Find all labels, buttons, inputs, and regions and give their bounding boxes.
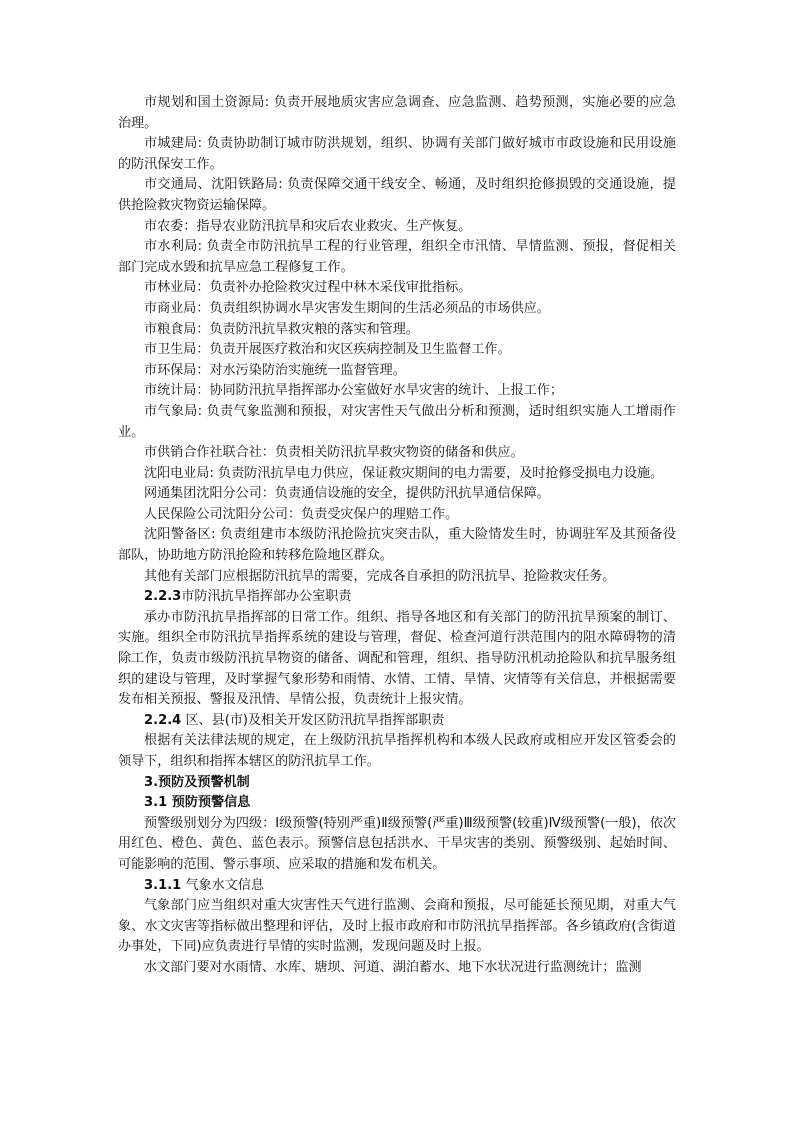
- paragraph-3-1-1-a: 气象部门应当组织对重大灾害性天气进行监测、会商和预报，尽可能延长预见期，对重大气象、水文灾害等指标做出整理和评估，及时上报市政府和市防汛抗旱指挥部。各乡镇政府(含街道办事处，下同)应负责进行旱情的实时监测，发现问题及时上报。: [118, 898, 676, 955]
- paragraph-electric: 沈阳电业局: 负责防汛抗旱电力供应，保证救灾期间的电力需要，及时抢修受损电力设施。: [144, 465, 664, 481]
- paragraph-meteorology: 市气象局: 负责气象监测和预报，对灾害性天气做出分析和预测，适时组织实施人工增雨作业。: [118, 403, 676, 440]
- paragraph-insurance: 人民保险公司沈阳分公司：负责受灾保户的理赔工作。: [144, 506, 459, 522]
- heading-3-1-1: [118, 876, 676, 897]
- heading-number: 3.1.1: [144, 877, 182, 893]
- paragraph-telecom: 网通集团沈阳分公司：负责通信设施的安全，提供防汛抗旱通信保障。: [144, 486, 550, 502]
- paragraph-forestry: 市林业局：负责补办抢险救灾过程中林木采伐审批指标。: [144, 280, 472, 296]
- paragraph-commerce: 市商业局：负责组织协调水旱灾害发生期间的生活必须品的市场供应。: [144, 300, 550, 316]
- paragraph-3-1-1-b: 水文部门要对水雨情、水库、塘坝、河道、湖泊蓄水、地下水状况进行监测统计；监测: [144, 959, 642, 975]
- paragraph-other-departments: 其他有关部门应根据防汛抗旱的需要，完成各自承担的防汛抗旱、抢险救灾任务。: [144, 568, 616, 584]
- heading-3-1: 3.1 预防预警信息: [144, 795, 251, 811]
- heading-3: 3.预防及预警机制: [144, 774, 250, 790]
- heading-text: 区、县(市)及相关开发区防汛抗旱指挥部职责: [185, 712, 445, 728]
- paragraph-2-2-4: 根据有关法律法规的规定，在上级防汛抗旱指挥机构和本级人民政府或相应开发区管委会的领导下，组织和指挥本辖区的防汛抗旱工作。: [118, 733, 676, 769]
- paragraph-garrison: 沈阳警备区: 负责组建市本级防汛抢险抗灾突击队，重大险情发生时，协调驻军及其预备役部队，协助地方防汛抢险和转移危险地区群众。: [118, 527, 676, 564]
- heading-number: 2.2.3: [144, 589, 182, 605]
- paragraph-2-2-3: 承办市防汛抗旱指挥部的日常工作。组织、指导各地区和有关部门的防汛抗旱预案的制订、实施。组织全市防汛抗旱指挥系统的建设与管理，督促、检查河道行洪范围内的阻水障碍物的清除工作，负责市级防汛抗旱物资的储备、调配和管理，组织、指导防汛机动抢险队和抗旱服务组织的建设与管理，及时掌握气象形势和雨情、水情、工情、旱情、灾情等有关信息，并根据需要发布相关预报、警报及汛情、旱情公报，负责统计上报灾情。: [118, 609, 676, 708]
- heading-number: 2.2.4: [144, 712, 182, 728]
- paragraph-3-1: 预警级别划分为四级：Ⅰ级预警(特别严重)Ⅱ级预警(严重)Ⅲ级预警(较重)Ⅳ级预警(一般)，依次用红色、橙色、黄色、蓝色表示。预警信息包括洪水、干旱灾害的类别、预警级别、起始时间、可能影响的范围、警示事项、应采取的措施和发布机关。: [118, 815, 676, 872]
- paragraph-grain: 市粮食局：负责防汛抗旱救灾粮的落实和管理。: [144, 321, 419, 337]
- paragraph-supply-coop: 市供销合作社联合社：负责相关防汛抗旱救灾物资的储备和供应。: [144, 445, 524, 461]
- paragraph-transport: 市交通局、沈阳铁路局: 负责保障交通干线安全、畅通，及时组织抢修损毁的交通设施，提供抢险救灾物资运输保障。: [118, 177, 676, 213]
- paragraph-environment: 市环保局：对水污染防治实施统一监督管理。: [144, 362, 406, 378]
- heading-2-2-4: [118, 711, 676, 732]
- paragraph-urban-construction: 市城建局: 负责协助制订城市防洪规划，组织、协调有关部门做好城市市政设施和民用设施的防汛保安工作。: [118, 136, 676, 172]
- paragraph-water-resources: 市水利局: 负责全市防汛抗旱工程的行业管理，组织全市汛情、旱情监测、预报，督促相关部门完成水毁和抗旱应急工程修复工作。: [118, 239, 676, 275]
- paragraph-land-resources: 市规划和国土资源局: 负责开展地质灾害应急调查、应急监测、趋势预测，实施必要的应急治理。: [118, 95, 676, 131]
- heading-text: 气象水文信息: [185, 877, 265, 893]
- heading-text: 市防汛抗旱指挥部办公室职责: [181, 589, 352, 605]
- document-body: [118, 93, 676, 979]
- heading-2-2-3: [118, 587, 676, 608]
- paragraph-health: 市卫生局：负责开展医疗救治和灾区疾病控制及卫生监督工作。: [144, 342, 511, 358]
- paragraph-agriculture: 市农委：指导农业防汛抗旱和灾后农业救灾、生产恢复。: [144, 218, 472, 234]
- paragraph-statistics: 市统计局：协同防汛抗旱指挥部办公室做好水旱灾害的统计、上报工作；: [144, 383, 563, 399]
